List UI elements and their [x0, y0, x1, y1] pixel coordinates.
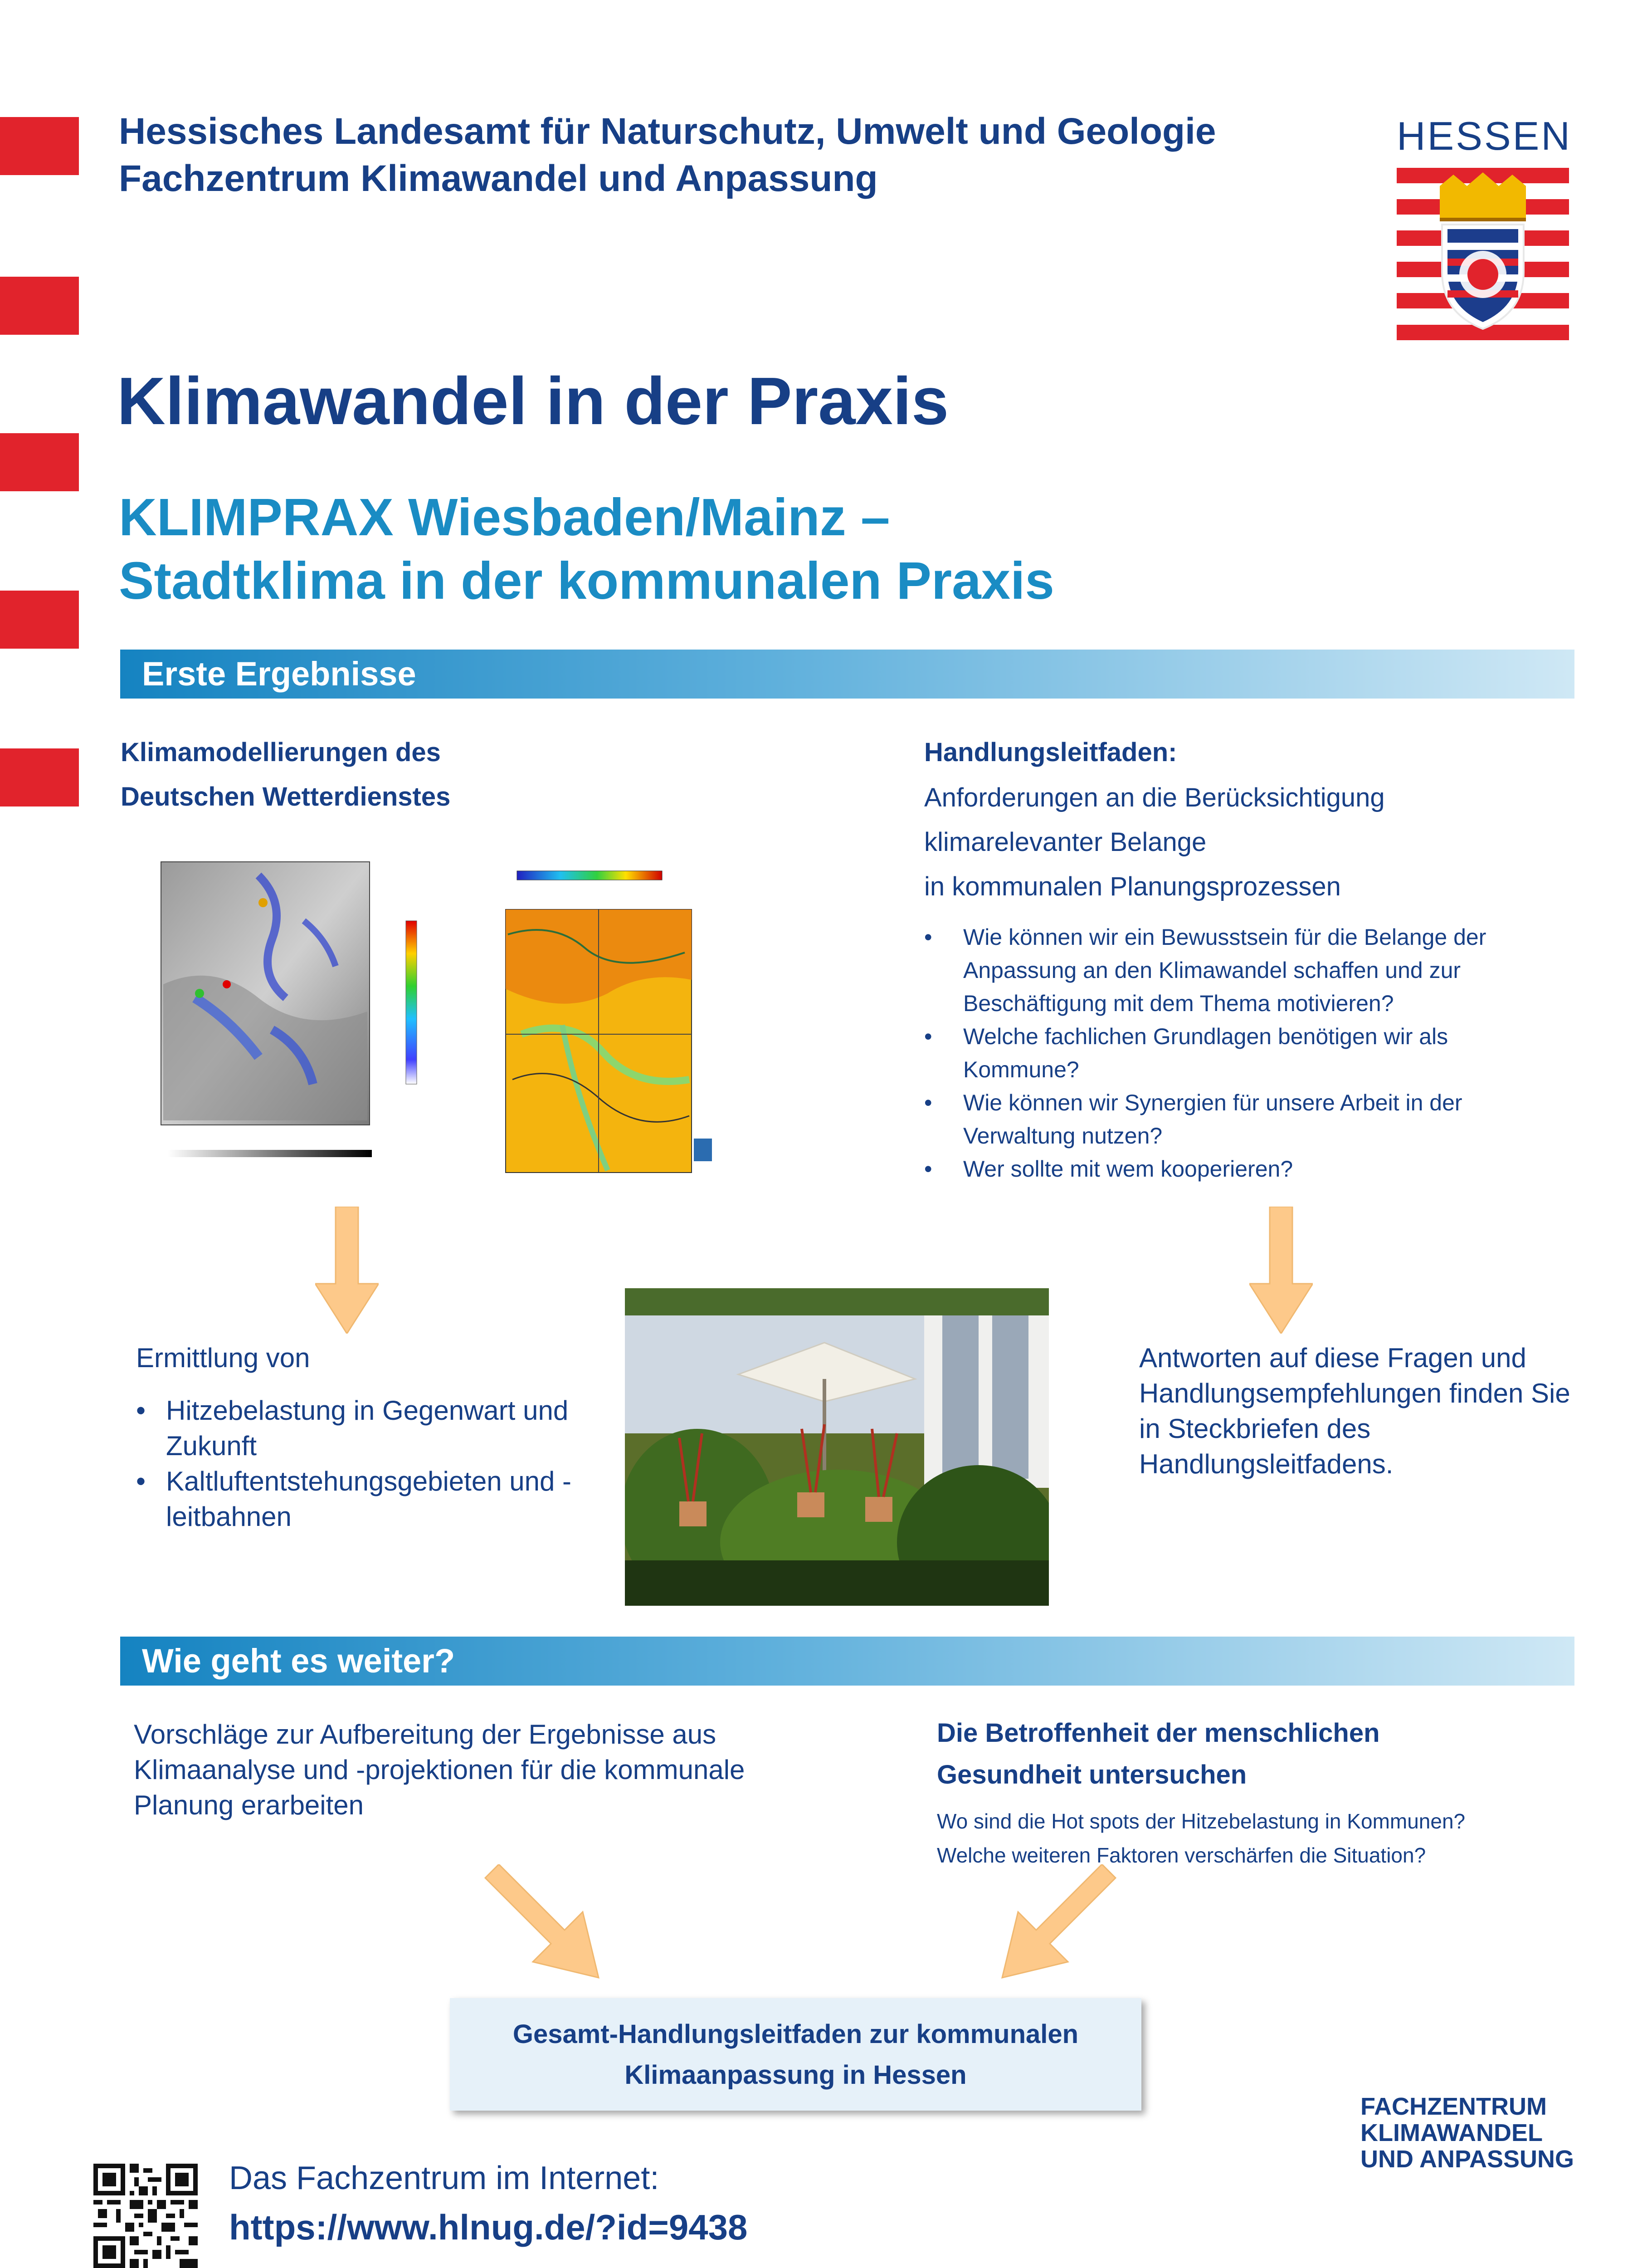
subtitle-line-2: Stadtklima in der kommunalen Praxis — [119, 551, 1054, 610]
temperature-map-icon — [494, 844, 730, 1184]
summary-line-2: Klimaanpassung in Hessen — [624, 2060, 967, 2090]
header-line-1: Hessisches Landesamt für Naturschutz, Umwelt und Geologie — [119, 111, 1216, 152]
result-right: Antworten auf diese Fragen und Handlungsempfehlungen finden Sie in Steckbriefen des Handlungsleitfadens. — [1139, 1343, 1570, 1479]
health-heading-line-1: Die Betroffenheit der menschlichen — [937, 1718, 1380, 1748]
header-line-2: Fachzentrum Klimawandel und Anpassung — [119, 158, 878, 199]
section-band-wie-geht-es-weiter — [120, 1637, 1574, 1686]
page-title: Klimawandel in der Praxis — [117, 364, 949, 439]
red-edge-mark — [0, 591, 79, 649]
red-edge-mark — [0, 748, 79, 807]
hessen-coat-of-arms-icon — [1397, 168, 1569, 340]
question-item: • Wie können wir ein Bewusstsein für die Belange der Anpassung an den Klimawandel schaffen und zur Beschäftigung mit dem Thema motivieren? — [924, 921, 1559, 1020]
guideline-requirements — [924, 776, 1385, 909]
health-heading — [937, 1712, 1380, 1796]
next-steps-left: Vorschläge zur Aufbereitung der Ergebnisse aus Klimaanalyse und -projektionen für die kommunale Planung erarbeiten — [134, 1719, 745, 1820]
summary-line-1: Gesamt-Handlungsleitfaden zur kommunalen — [512, 2019, 1079, 2049]
subtitle-line-1: KLIMPRAX Wiesbaden/Mainz – — [119, 488, 890, 547]
arrow-diagonal-right-icon — [481, 1864, 617, 1987]
result-left-intro: Ermittlung von — [136, 1343, 310, 1373]
climate-modelling-line-1: Klimamodellierungen des — [121, 738, 441, 767]
cold-air-flow-map-figure — [122, 848, 449, 1166]
website-link[interactable]: https://www.hlnug.de/?id=9438 — [229, 2207, 748, 2247]
health-heading-line-2: Gesundheit untersuchen — [937, 1760, 1247, 1789]
climate-modelling-heading — [121, 730, 450, 819]
guideline-line-1: Anforderungen an die Berücksichtigung — [924, 783, 1385, 812]
section-heading: Erste Ergebnisse — [142, 655, 416, 693]
guideline-heading: Handlungsleitfaden: — [924, 738, 1177, 767]
arrow-diagonal-left-icon — [984, 1864, 1120, 1987]
logo-line-1: FACHZENTRUM — [1360, 2093, 1547, 2120]
guideline-questions — [924, 921, 1559, 1186]
red-edge-mark — [0, 277, 79, 335]
temperature-map-figure — [494, 844, 730, 1184]
red-edge-mark — [0, 117, 79, 175]
arrow-down-icon — [1249, 1207, 1313, 1334]
result-left-item: • Kaltluftentstehungsgebieten und -leitbahnen — [136, 1464, 590, 1535]
guideline-line-3: in kommunalen Planungsprozessen — [924, 872, 1341, 901]
logo-line-2: KLIMAWANDEL — [1360, 2119, 1543, 2146]
question-item: • Wer sollte mit wem kooperieren? — [924, 1153, 1559, 1186]
health-question-2: Welche weiteren Faktoren verschärfen die Situation? — [937, 1843, 1426, 1867]
balcony-photo — [625, 1288, 1049, 1606]
section-band-erste-ergebnisse — [120, 650, 1574, 699]
question-item: • Wie können wir Synergien für unsere Arbeit in der Verwaltung nutzen? — [924, 1086, 1559, 1153]
result-left — [136, 1340, 590, 1535]
logo-line-3: UND ANPASSUNG — [1360, 2146, 1574, 2173]
page-subtitle — [119, 485, 1054, 612]
red-edge-mark — [0, 433, 79, 491]
balcony-umbrella-plants-icon — [625, 1288, 1049, 1606]
climate-modelling-line-2: Deutschen Wetterdienstes — [121, 782, 451, 811]
header-agency — [119, 108, 1216, 202]
arrow-down-icon — [315, 1207, 379, 1334]
hessen-logo-text: HESSEN — [1397, 113, 1572, 158]
hessen-logo — [1397, 113, 1572, 340]
section-heading: Wie geht es weiter? — [142, 1642, 455, 1680]
question-item: • Welche fachlichen Grundlagen benötigen wir als Kommune? — [924, 1020, 1559, 1086]
summary-box — [450, 1998, 1141, 2111]
internet-label: Das Fachzentrum im Internet: — [229, 2160, 659, 2196]
health-question-1: Wo sind die Hot spots der Hitzebelastung in Kommunen? — [937, 1809, 1466, 1833]
fachzentrum-logo-text — [1360, 2093, 1574, 2172]
guideline-line-2: klimarelevanter Belange — [924, 827, 1207, 857]
health-questions — [937, 1804, 1465, 1872]
result-left-item: • Hitzebelastung in Gegenwart und Zukunft — [136, 1393, 590, 1464]
cold-air-flow-map-icon — [122, 848, 449, 1166]
fachzentrum-logo — [1306, 2000, 1587, 2268]
qr-code-icon[interactable] — [93, 2164, 198, 2268]
